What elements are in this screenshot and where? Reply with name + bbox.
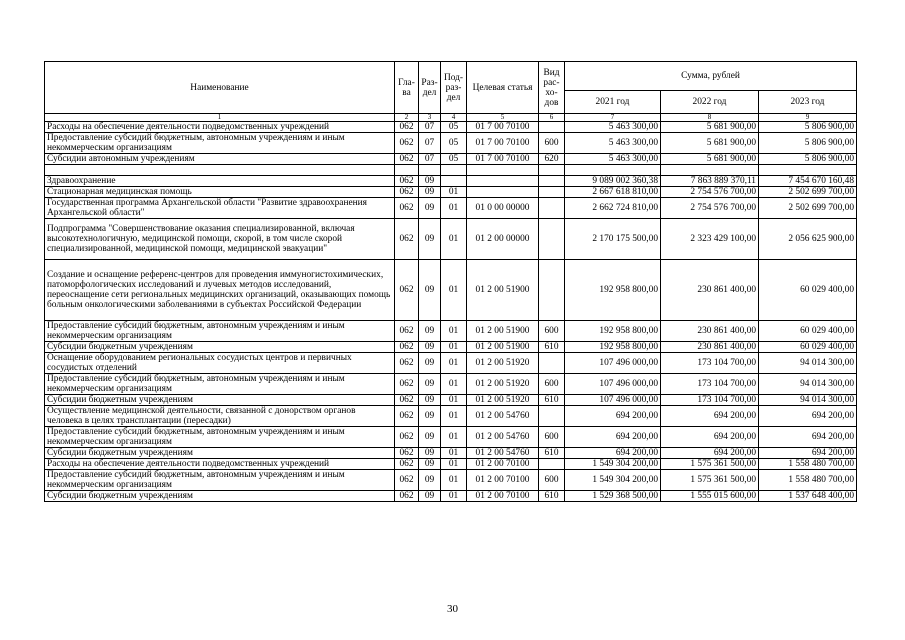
row-celevaya-statya: 01 0 00 00000 bbox=[467, 198, 539, 219]
column-number: 2 bbox=[395, 114, 419, 122]
row-podrazdel bbox=[441, 176, 467, 187]
row-name: Предоставление субсидий бюджетным, автономным учреждениям и иным некоммерческим организациям bbox=[45, 374, 395, 395]
row-razdel: 09 bbox=[419, 374, 441, 395]
row-razdel: 09 bbox=[419, 459, 441, 470]
row-celevaya-statya: 01 2 00 51920 bbox=[467, 374, 539, 395]
column-number: 6 bbox=[539, 114, 565, 122]
row-razdel: 09 bbox=[419, 176, 441, 187]
page-number: 30 bbox=[447, 603, 458, 615]
row-sum-2023: 2 056 625 900,00 bbox=[759, 219, 857, 260]
row-podrazdel: 01 bbox=[441, 374, 467, 395]
row-name: Субсидии бюджетным учреждениям bbox=[45, 491, 395, 502]
table-row bbox=[45, 154, 857, 165]
row-name: Предоставление субсидий бюджетным, автономным учреждениям и иным некоммерческим организациям bbox=[45, 427, 395, 448]
row-sum-2023: 60 029 400,00 bbox=[759, 321, 857, 342]
table-row bbox=[45, 260, 857, 321]
table-row bbox=[45, 133, 857, 154]
row-sum-2023: 60 029 400,00 bbox=[759, 260, 857, 321]
row-razdel: 09 bbox=[419, 198, 441, 219]
row-vid-rashodov: 600 bbox=[539, 470, 565, 491]
row-razdel: 09 bbox=[419, 427, 441, 448]
row-sum-2023: 694 200,00 bbox=[759, 406, 857, 427]
row-vid-rashodov: 610 bbox=[539, 491, 565, 502]
row-razdel: 09 bbox=[419, 342, 441, 353]
row-glava: 062 bbox=[395, 448, 419, 459]
row-sum-2023: 7 454 670 160,48 bbox=[759, 176, 857, 187]
table-row bbox=[45, 395, 857, 406]
row-vid-rashodov bbox=[539, 176, 565, 187]
row-name: Расходы на обеспечение деятельности подведомственных учреждений bbox=[45, 122, 395, 133]
row-name: Предоставление субсидий бюджетным, автономным учреждениям и иным некоммерческим организациям bbox=[45, 321, 395, 342]
row-celevaya-statya: 01 2 00 00000 bbox=[467, 219, 539, 260]
row-name: Расходы на обеспечение деятельности подведомственных учреждений bbox=[45, 459, 395, 470]
row-celevaya-statya bbox=[467, 187, 539, 198]
row-sum-2021: 107 496 000,00 bbox=[565, 374, 661, 395]
row-glava: 062 bbox=[395, 395, 419, 406]
row-sum-2023: 94 014 300,00 bbox=[759, 353, 857, 374]
row-razdel: 09 bbox=[419, 406, 441, 427]
row-sum-2022: 5 681 900,00 bbox=[661, 133, 759, 154]
row-celevaya-statya: 01 2 00 51920 bbox=[467, 395, 539, 406]
row-sum-2022: 173 104 700,00 bbox=[661, 374, 759, 395]
row-sum-2021: 694 200,00 bbox=[565, 406, 661, 427]
row-sum-2022: 230 861 400,00 bbox=[661, 321, 759, 342]
table-row bbox=[45, 187, 857, 198]
row-glava: 062 bbox=[395, 260, 419, 321]
table-row bbox=[45, 219, 857, 260]
row-razdel: 09 bbox=[419, 187, 441, 198]
row-sum-2022: 7 863 889 370,11 bbox=[661, 176, 759, 187]
row-glava: 062 bbox=[395, 187, 419, 198]
row-sum-2021: 5 463 300,00 bbox=[565, 133, 661, 154]
row-sum-2023: 60 029 400,00 bbox=[759, 342, 857, 353]
row-vid-rashodov: 600 bbox=[539, 374, 565, 395]
row-razdel: 09 bbox=[419, 260, 441, 321]
table-row bbox=[45, 427, 857, 448]
row-podrazdel: 01 bbox=[441, 470, 467, 491]
row-sum-2023: 1 558 480 700,00 bbox=[759, 470, 857, 491]
row-name: Государственная программа Архангельской области "Развитие здравоохранения Архангельской области" bbox=[45, 198, 395, 219]
table-row bbox=[45, 176, 857, 187]
row-vid-rashodov: 600 bbox=[539, 133, 565, 154]
row-vid-rashodov bbox=[539, 198, 565, 219]
table-row bbox=[45, 406, 857, 427]
table-row bbox=[45, 321, 857, 342]
row-celevaya-statya bbox=[467, 165, 539, 176]
row-sum-2023: 94 014 300,00 bbox=[759, 374, 857, 395]
row-podrazdel bbox=[441, 165, 467, 176]
column-number: 4 bbox=[441, 114, 467, 122]
row-sum-2022: 2 323 429 100,00 bbox=[661, 219, 759, 260]
row-vid-rashodov: 610 bbox=[539, 448, 565, 459]
row-podrazdel: 01 bbox=[441, 342, 467, 353]
row-name: Здравоохранение bbox=[45, 176, 395, 187]
row-sum-2023: 5 806 900,00 bbox=[759, 154, 857, 165]
row-podrazdel: 01 bbox=[441, 427, 467, 448]
row-sum-2021 bbox=[565, 165, 661, 176]
row-glava: 062 bbox=[395, 427, 419, 448]
row-sum-2023: 2 502 699 700,00 bbox=[759, 198, 857, 219]
row-razdel: 07 bbox=[419, 122, 441, 133]
row-glava: 062 bbox=[395, 122, 419, 133]
row-name: Стационарная медицинская помощь bbox=[45, 187, 395, 198]
table-row bbox=[45, 122, 857, 133]
row-razdel: 09 bbox=[419, 395, 441, 406]
row-glava: 062 bbox=[395, 374, 419, 395]
table-row bbox=[45, 198, 857, 219]
row-vid-rashodov bbox=[539, 459, 565, 470]
header-vid-rashodov: Вид рас-хо-дов bbox=[539, 62, 565, 114]
row-sum-2022: 694 200,00 bbox=[661, 406, 759, 427]
row-sum-2021: 1 549 304 200,00 bbox=[565, 470, 661, 491]
table-row bbox=[45, 459, 857, 470]
row-podrazdel: 01 bbox=[441, 459, 467, 470]
row-celevaya-statya: 01 2 00 54760 bbox=[467, 406, 539, 427]
row-podrazdel: 01 bbox=[441, 219, 467, 260]
row-sum-2021: 5 463 300,00 bbox=[565, 154, 661, 165]
table-row bbox=[45, 342, 857, 353]
table-row bbox=[45, 374, 857, 395]
row-vid-rashodov: 610 bbox=[539, 342, 565, 353]
row-name: Субсидии бюджетным учреждениям bbox=[45, 395, 395, 406]
row-sum-2021: 694 200,00 bbox=[565, 427, 661, 448]
row-razdel: 09 bbox=[419, 219, 441, 260]
row-sum-2022: 1 575 361 500,00 bbox=[661, 470, 759, 491]
row-sum-2023: 694 200,00 bbox=[759, 427, 857, 448]
row-glava: 062 bbox=[395, 154, 419, 165]
row-razdel: 07 bbox=[419, 133, 441, 154]
row-name: Субсидии бюджетным учреждениям bbox=[45, 342, 395, 353]
row-vid-rashodov bbox=[539, 165, 565, 176]
row-name: Предоставление субсидий бюджетным, автономным учреждениям и иным некоммерческим организациям bbox=[45, 133, 395, 154]
row-sum-2022: 5 681 900,00 bbox=[661, 122, 759, 133]
row-sum-2021: 107 496 000,00 bbox=[565, 353, 661, 374]
row-podrazdel: 05 bbox=[441, 133, 467, 154]
row-sum-2022: 694 200,00 bbox=[661, 427, 759, 448]
row-sum-2023: 1 537 648 400,00 bbox=[759, 491, 857, 502]
row-razdel: 09 bbox=[419, 491, 441, 502]
row-celevaya-statya: 01 7 00 70100 bbox=[467, 154, 539, 165]
row-sum-2021: 9 089 002 360,38 bbox=[565, 176, 661, 187]
row-vid-rashodov bbox=[539, 219, 565, 260]
row-podrazdel: 01 bbox=[441, 260, 467, 321]
row-sum-2021: 2 662 724 810,00 bbox=[565, 198, 661, 219]
row-vid-rashodov bbox=[539, 353, 565, 374]
row-name: Предоставление субсидий бюджетным, автономным учреждениям и иным некоммерческим организациям bbox=[45, 470, 395, 491]
row-sum-2021: 192 958 800,00 bbox=[565, 260, 661, 321]
row-podrazdel: 01 bbox=[441, 198, 467, 219]
header-numbers-row bbox=[45, 114, 857, 122]
table-row bbox=[45, 353, 857, 374]
row-sum-2023: 1 558 480 700,00 bbox=[759, 459, 857, 470]
row-sum-2022: 5 681 900,00 bbox=[661, 154, 759, 165]
row-sum-2021: 2 667 618 810,00 bbox=[565, 187, 661, 198]
budget-table bbox=[44, 61, 857, 502]
row-celevaya-statya: 01 7 00 70100 bbox=[467, 133, 539, 154]
row-glava: 062 bbox=[395, 198, 419, 219]
row-sum-2022: 694 200,00 bbox=[661, 448, 759, 459]
row-celevaya-statya: 01 2 00 51900 bbox=[467, 342, 539, 353]
row-celevaya-statya: 01 2 00 51900 bbox=[467, 321, 539, 342]
row-podrazdel: 01 bbox=[441, 321, 467, 342]
row-glava: 062 bbox=[395, 176, 419, 187]
row-razdel: 09 bbox=[419, 448, 441, 459]
row-celevaya-statya: 01 2 00 70100 bbox=[467, 470, 539, 491]
row-sum-2022: 230 861 400,00 bbox=[661, 260, 759, 321]
row-sum-2021: 192 958 800,00 bbox=[565, 342, 661, 353]
header-celevaya-statya: Целевая статья bbox=[467, 62, 539, 114]
row-celevaya-statya bbox=[467, 176, 539, 187]
row-name: Оснащение оборудованием региональных сосудистых центров и первичных сосудистых отделений bbox=[45, 353, 395, 374]
row-sum-2022: 2 754 576 700,00 bbox=[661, 187, 759, 198]
row-sum-2021: 192 958 800,00 bbox=[565, 321, 661, 342]
row-razdel: 09 bbox=[419, 353, 441, 374]
row-sum-2023 bbox=[759, 165, 857, 176]
row-vid-rashodov bbox=[539, 406, 565, 427]
header-summa: Сумма, рублей bbox=[565, 62, 857, 91]
row-celevaya-statya: 01 2 00 54760 bbox=[467, 448, 539, 459]
row-razdel: 09 bbox=[419, 470, 441, 491]
column-number: 3 bbox=[419, 114, 441, 122]
column-number: 8 bbox=[661, 114, 759, 122]
column-number: 7 bbox=[565, 114, 661, 122]
row-sum-2023: 694 200,00 bbox=[759, 448, 857, 459]
header-year-2023: 2023 год bbox=[759, 91, 857, 114]
row-sum-2023: 2 502 699 700,00 bbox=[759, 187, 857, 198]
row-glava: 062 bbox=[395, 133, 419, 154]
row-name: Подпрограмма "Совершенствование оказания специализированной, включая высокотехнологичную, медицинской помощи, скорой, в том числе скорой специализированной, медицинской помощи, медицинской эвакуации" bbox=[45, 219, 395, 260]
row-sum-2022: 173 104 700,00 bbox=[661, 353, 759, 374]
row-vid-rashodov: 620 bbox=[539, 154, 565, 165]
row-podrazdel: 01 bbox=[441, 448, 467, 459]
budget-table-container bbox=[44, 61, 856, 502]
row-glava: 062 bbox=[395, 342, 419, 353]
row-celevaya-statya: 01 2 00 51900 bbox=[467, 260, 539, 321]
row-celevaya-statya: 01 2 00 70100 bbox=[467, 459, 539, 470]
row-vid-rashodov: 600 bbox=[539, 427, 565, 448]
row-razdel bbox=[419, 165, 441, 176]
row-razdel: 07 bbox=[419, 154, 441, 165]
header-podrazdel: Под-раз-дел bbox=[441, 62, 467, 114]
row-sum-2022: 1 575 361 500,00 bbox=[661, 459, 759, 470]
row-sum-2021: 1 529 368 500,00 bbox=[565, 491, 661, 502]
header-name: Наименование bbox=[45, 62, 395, 114]
row-celevaya-statya: 01 7 00 70100 bbox=[467, 122, 539, 133]
header-glava: Гла-ва bbox=[395, 62, 419, 114]
row-sum-2021: 107 496 000,00 bbox=[565, 395, 661, 406]
row-sum-2023: 94 014 300,00 bbox=[759, 395, 857, 406]
row-sum-2021: 2 170 175 500,00 bbox=[565, 219, 661, 260]
header-razdel: Раз-дел bbox=[419, 62, 441, 114]
row-sum-2022: 2 754 576 700,00 bbox=[661, 198, 759, 219]
row-glava: 062 bbox=[395, 406, 419, 427]
row-podrazdel: 01 bbox=[441, 353, 467, 374]
table-row bbox=[45, 165, 857, 176]
row-sum-2022: 173 104 700,00 bbox=[661, 395, 759, 406]
row-celevaya-statya: 01 2 00 51920 bbox=[467, 353, 539, 374]
row-podrazdel: 05 bbox=[441, 122, 467, 133]
row-podrazdel: 01 bbox=[441, 491, 467, 502]
row-name: Создание и оснащение референс-центров для проведения иммуногистохимических, патоморфологических исследований и лучевых методов исследований, переоснащение сети региональных медицинских организаций, оказывающих помощь больным онкологическими заболеваниями в субъектах Российской Федерации bbox=[45, 260, 395, 321]
row-sum-2022: 230 861 400,00 bbox=[661, 342, 759, 353]
row-name: Субсидии автономным учреждениям bbox=[45, 154, 395, 165]
row-vid-rashodov bbox=[539, 187, 565, 198]
column-number: 9 bbox=[759, 114, 857, 122]
header-year-2021: 2021 год bbox=[565, 91, 661, 114]
row-celevaya-statya: 01 2 00 70100 bbox=[467, 491, 539, 502]
row-sum-2021: 694 200,00 bbox=[565, 448, 661, 459]
row-glava: 062 bbox=[395, 219, 419, 260]
row-sum-2022: 1 555 015 600,00 bbox=[661, 491, 759, 502]
row-celevaya-statya: 01 2 00 54760 bbox=[467, 427, 539, 448]
row-podrazdel: 05 bbox=[441, 154, 467, 165]
row-vid-rashodov bbox=[539, 122, 565, 133]
row-glava bbox=[395, 165, 419, 176]
row-podrazdel: 01 bbox=[441, 406, 467, 427]
row-name bbox=[45, 165, 395, 176]
column-number: 5 bbox=[467, 114, 539, 122]
row-podrazdel: 01 bbox=[441, 187, 467, 198]
table-row bbox=[45, 491, 857, 502]
row-glava: 062 bbox=[395, 321, 419, 342]
row-glava: 062 bbox=[395, 491, 419, 502]
row-name: Субсидии бюджетным учреждениям bbox=[45, 448, 395, 459]
row-glava: 062 bbox=[395, 353, 419, 374]
row-glava: 062 bbox=[395, 459, 419, 470]
row-glava: 062 bbox=[395, 470, 419, 491]
row-name: Осуществление медицинской деятельности, связанной с донорством органов человека в целях трансплантации (пересадки) bbox=[45, 406, 395, 427]
row-sum-2023: 5 806 900,00 bbox=[759, 122, 857, 133]
row-vid-rashodov: 600 bbox=[539, 321, 565, 342]
table-row bbox=[45, 448, 857, 459]
column-number: 1 bbox=[45, 114, 395, 122]
row-vid-rashodov: 610 bbox=[539, 395, 565, 406]
row-sum-2022 bbox=[661, 165, 759, 176]
row-sum-2021: 5 463 300,00 bbox=[565, 122, 661, 133]
row-sum-2021: 1 549 304 200,00 bbox=[565, 459, 661, 470]
row-razdel: 09 bbox=[419, 321, 441, 342]
header-year-2022: 2022 год bbox=[661, 91, 759, 114]
table-body bbox=[45, 122, 857, 502]
row-sum-2023: 5 806 900,00 bbox=[759, 133, 857, 154]
row-vid-rashodov bbox=[539, 260, 565, 321]
table-row bbox=[45, 470, 857, 491]
row-podrazdel: 01 bbox=[441, 395, 467, 406]
